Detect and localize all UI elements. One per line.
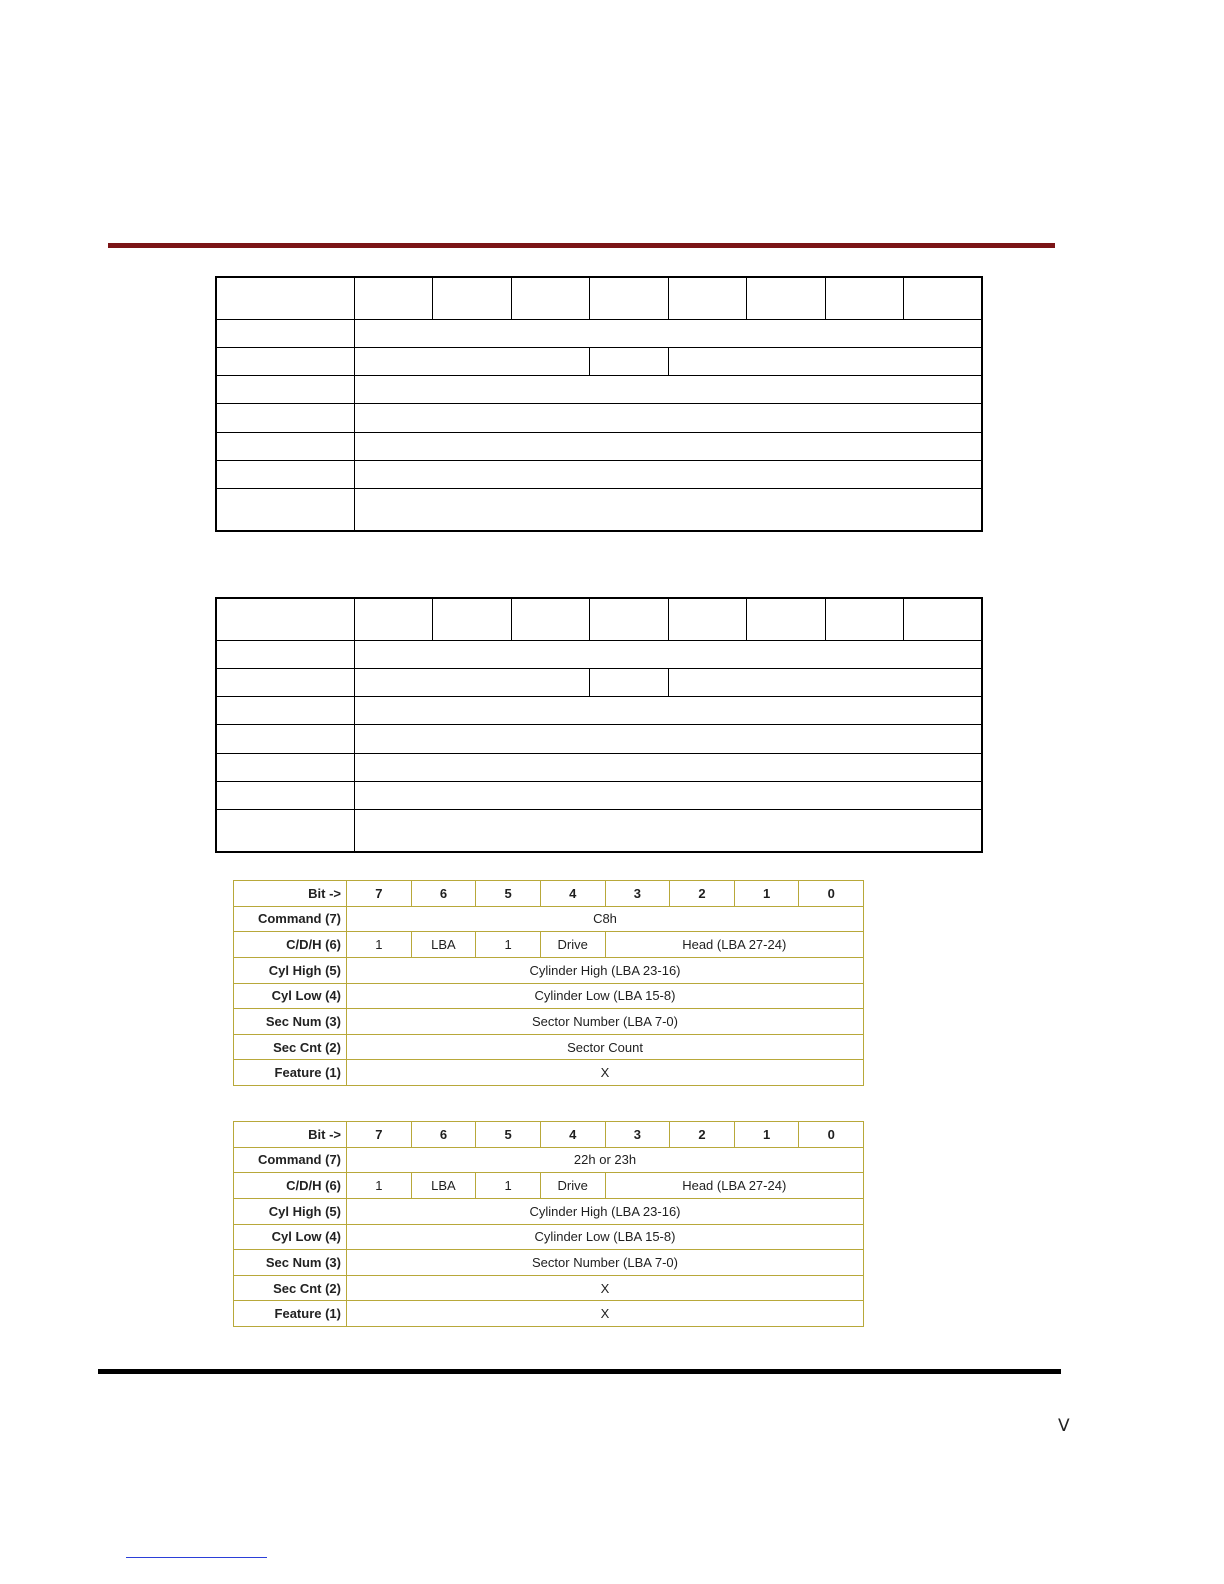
command-value: C8h <box>347 906 864 932</box>
bit-3: 3 <box>605 1122 670 1148</box>
bit-5: 5 <box>476 1122 541 1148</box>
cdh-bit6: LBA <box>411 932 476 958</box>
table-row <box>234 1122 864 1148</box>
feature-label: Feature (1) <box>234 1301 347 1327</box>
bit-2: 2 <box>670 881 735 907</box>
sec-cnt-label: Sec Cnt (2) <box>234 1275 347 1301</box>
table-row <box>216 697 982 725</box>
bit-header-label: Bit -> <box>234 1122 347 1148</box>
bit-6: 6 <box>411 881 476 907</box>
sec-num-label: Sec Num (3) <box>234 1009 347 1035</box>
cdh-bit5: 1 <box>476 1173 541 1199</box>
register-table-read-long <box>233 1121 864 1327</box>
table-row <box>216 640 982 668</box>
cyl-high-value: Cylinder High (LBA 23-16) <box>347 957 864 983</box>
command-register-label: Command (7) <box>234 1147 347 1173</box>
table-row <box>234 1224 864 1250</box>
table-row <box>234 1173 864 1199</box>
table-row <box>234 1009 864 1035</box>
feature-label: Feature (1) <box>234 1060 347 1086</box>
cdh-bit4: Drive <box>540 932 605 958</box>
sec-cnt-value: Sector Count <box>347 1034 864 1060</box>
cyl-low-label: Cyl Low (4) <box>234 983 347 1009</box>
register-table-read-dma <box>233 880 864 1086</box>
sec-num-value: Sector Number (LBA 7-0) <box>347 1009 864 1035</box>
table-row <box>234 983 864 1009</box>
table-row <box>234 1250 864 1276</box>
table-row <box>216 348 982 376</box>
table-row <box>216 432 982 460</box>
blank-register-table-2 <box>215 597 983 853</box>
cyl-high-label: Cyl High (5) <box>234 957 347 983</box>
sec-cnt-value: X <box>347 1275 864 1301</box>
cdh-head: Head (LBA 27-24) <box>605 932 864 958</box>
sec-num-value: Sector Number (LBA 7-0) <box>347 1250 864 1276</box>
bit-1: 1 <box>734 1122 799 1148</box>
table-row <box>216 725 982 753</box>
blank-register-table-1 <box>215 276 983 532</box>
bit-6: 6 <box>411 1122 476 1148</box>
table-row <box>234 881 864 907</box>
footer-rule <box>98 1369 1061 1374</box>
bit-3: 3 <box>605 881 670 907</box>
cdh-bit7: 1 <box>347 932 412 958</box>
cyl-low-value: Cylinder Low (LBA 15-8) <box>347 1224 864 1250</box>
table-row <box>216 404 982 432</box>
cdh-bit7: 1 <box>347 1173 412 1199</box>
table-row <box>216 669 982 697</box>
bit-0: 0 <box>799 881 864 907</box>
bit-5: 5 <box>476 881 541 907</box>
table-row <box>234 1147 864 1173</box>
table-row <box>216 277 982 319</box>
table-row <box>216 376 982 404</box>
table-row <box>234 1198 864 1224</box>
table-row <box>234 932 864 958</box>
bit-2: 2 <box>670 1122 735 1148</box>
bit-4: 4 <box>540 1122 605 1148</box>
bit-0: 0 <box>799 1122 864 1148</box>
table-row <box>216 753 982 781</box>
header-rule <box>108 243 1055 248</box>
bit-7: 7 <box>347 881 412 907</box>
table-row <box>216 781 982 809</box>
bit-4: 4 <box>540 881 605 907</box>
cdh-register-label: C/D/H (6) <box>234 932 347 958</box>
table-row <box>234 1301 864 1327</box>
table-row <box>234 1034 864 1060</box>
command-register-label: Command (7) <box>234 906 347 932</box>
table-row <box>216 319 982 347</box>
table-row <box>216 810 982 852</box>
sec-cnt-label: Sec Cnt (2) <box>234 1034 347 1060</box>
cyl-high-value: Cylinder High (LBA 23-16) <box>347 1198 864 1224</box>
cdh-bit4: Drive <box>540 1173 605 1199</box>
command-value: 22h or 23h <box>347 1147 864 1173</box>
cyl-low-label: Cyl Low (4) <box>234 1224 347 1250</box>
feature-value: X <box>347 1301 864 1327</box>
cdh-head: Head (LBA 27-24) <box>605 1173 864 1199</box>
bit-7: 7 <box>347 1122 412 1148</box>
table-row <box>234 1060 864 1086</box>
sec-num-label: Sec Num (3) <box>234 1250 347 1276</box>
cdh-register-label: C/D/H (6) <box>234 1173 347 1199</box>
cyl-high-label: Cyl High (5) <box>234 1198 347 1224</box>
cdh-bit6: LBA <box>411 1173 476 1199</box>
table-row <box>234 957 864 983</box>
table-row <box>216 460 982 488</box>
table-row <box>216 598 982 640</box>
table-row <box>234 1275 864 1301</box>
feature-value: X <box>347 1060 864 1086</box>
table-row <box>216 489 982 531</box>
bit-1: 1 <box>734 881 799 907</box>
table-row <box>234 906 864 932</box>
bit-header-label: Bit -> <box>234 881 347 907</box>
cyl-low-value: Cylinder Low (LBA 15-8) <box>347 983 864 1009</box>
cdh-bit5: 1 <box>476 932 541 958</box>
link-underline[interactable] <box>126 1557 267 1558</box>
page-marker: V <box>1058 1416 1070 1436</box>
